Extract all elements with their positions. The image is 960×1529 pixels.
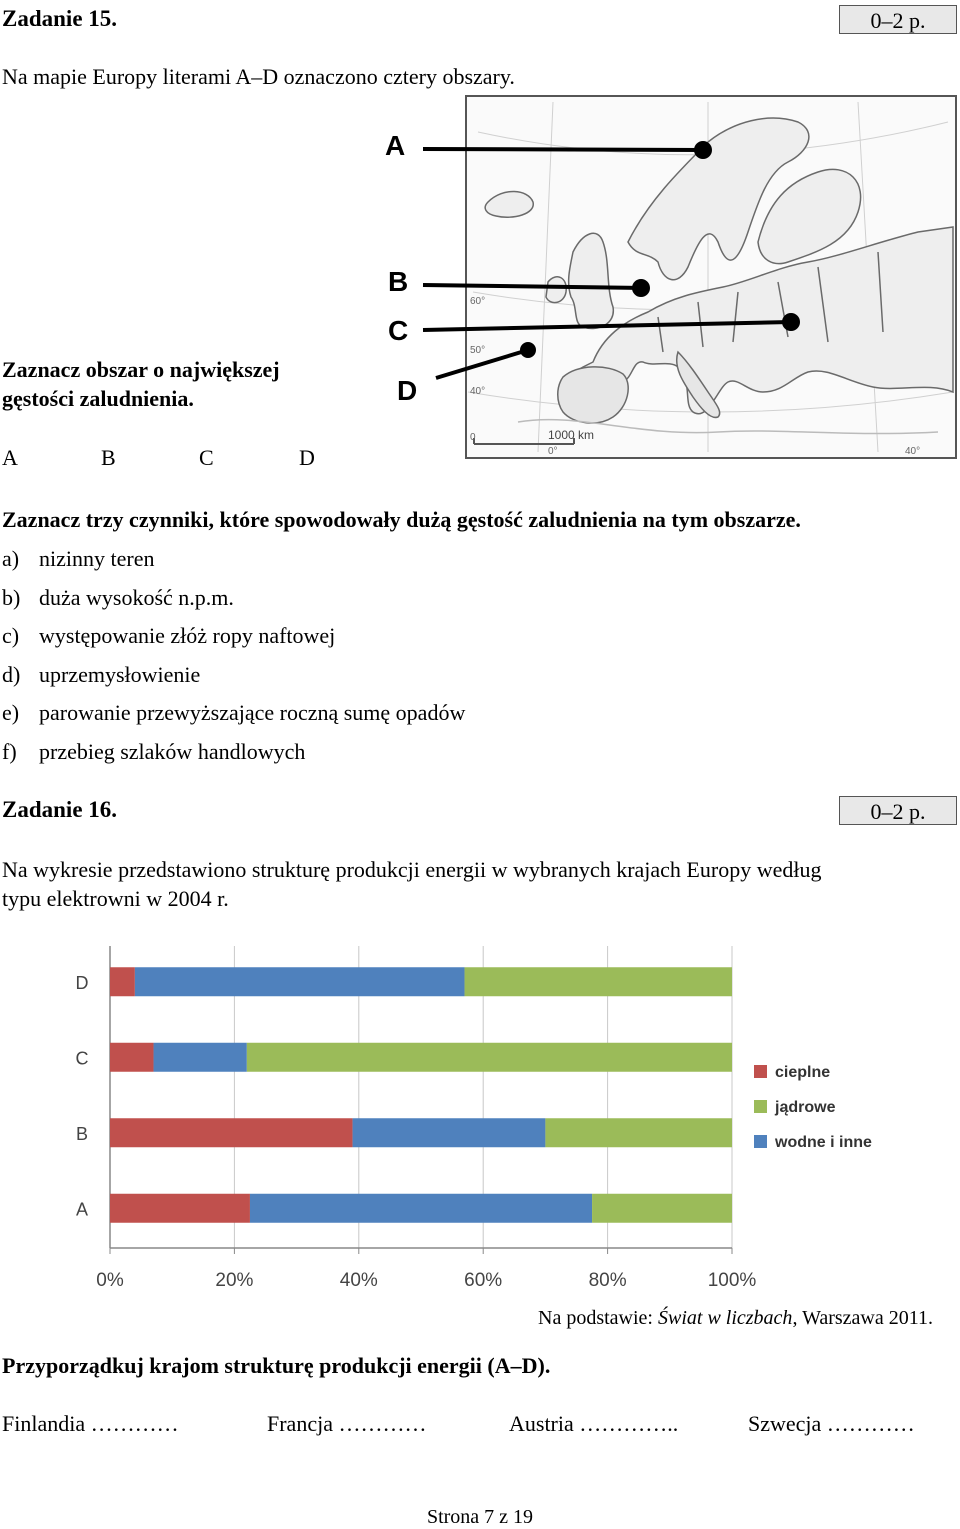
legend-label: wodne i inne: [775, 1134, 872, 1151]
option-text: duża wysokość n.p.m.: [39, 585, 234, 610]
x-tick-label: 60%: [464, 1270, 503, 1291]
option-letter: a): [2, 546, 20, 571]
answer-blank[interactable]: …………: [90, 1411, 179, 1436]
x-tick-label: 80%: [588, 1270, 627, 1291]
bar-segment: [110, 1043, 154, 1072]
source-title: Świat w liczbach: [657, 1307, 793, 1329]
category-label: D: [75, 972, 89, 993]
task15-question2: Zaznacz trzy czynniki, które spowodowały dużą gęstość zaludnienia na tym obszarze.: [2, 507, 801, 532]
answer-szwecja[interactable]: [748, 1411, 915, 1437]
task16-intro-line2: typu elektrowni w 2004 r.: [2, 886, 229, 911]
map-degree-label: 0: [470, 432, 476, 443]
category-label: C: [75, 1048, 89, 1069]
category-label: A: [75, 1199, 89, 1220]
answer-finlandia[interactable]: [2, 1411, 179, 1437]
task15-question1-line2: gęstości zaludnienia.: [2, 386, 194, 411]
option-letter: c): [2, 623, 20, 648]
task16-title: Zadanie 16.: [2, 797, 118, 822]
country-label: Austria: [509, 1411, 574, 1436]
option-text: parowanie przewyższające roczną sumę opadów: [39, 700, 466, 725]
option-a[interactable]: [2, 546, 154, 572]
map-label-b: B: [388, 266, 409, 297]
choice-c[interactable]: C: [199, 445, 214, 470]
task16-question: Przyporządkuj krajom strukturę produkcji energii (A–D).: [2, 1353, 551, 1378]
country-label: Finlandia: [2, 1411, 86, 1436]
answer-austria[interactable]: [509, 1411, 678, 1437]
bar-segment: [135, 967, 465, 996]
europe-map: [378, 92, 960, 464]
source-prefix: Na podstawie:: [538, 1307, 658, 1329]
legend-label: cieplne: [775, 1064, 831, 1081]
option-letter: f): [2, 739, 17, 764]
answer-blank[interactable]: …………: [338, 1411, 427, 1436]
map-label-a: A: [385, 130, 406, 161]
task16-intro-line1: Na wykresie przedstawiono strukturę produkcji energii w wybranych krajach Europy według: [2, 857, 822, 882]
x-tick-label: 0%: [96, 1270, 124, 1291]
option-text: przebieg szlaków handlowych: [39, 739, 306, 764]
choice-b[interactable]: B: [101, 445, 116, 470]
bar-segment: [545, 1118, 732, 1147]
map-degree-label: 0°: [548, 446, 558, 457]
bar-segment: [110, 1194, 250, 1223]
answer-blank[interactable]: …………: [826, 1411, 915, 1436]
bar-segment: [353, 1118, 546, 1147]
legend-swatch: [754, 1100, 767, 1113]
option-b[interactable]: [2, 585, 234, 611]
source-note: [538, 1307, 933, 1330]
option-text: występowanie złóż ropy naftowej: [39, 623, 336, 648]
bar-segment: [250, 1194, 592, 1223]
task15-intro: Na mapie Europy literami A–D oznaczono cztery obszary.: [2, 64, 515, 89]
bar-segment: [110, 967, 135, 996]
page-footer: Strona 7 z 19: [426, 1506, 534, 1528]
bar-segment: [465, 967, 732, 996]
answer-francja[interactable]: [267, 1411, 426, 1437]
source-suffix: , Warszawa 2011.: [792, 1307, 934, 1329]
category-label: B: [75, 1123, 89, 1144]
option-letter: b): [2, 585, 21, 610]
map-degree-label: 50°: [470, 345, 486, 356]
bar-segment: [592, 1194, 732, 1223]
country-label: Szwecja: [748, 1411, 822, 1436]
option-text: uprzemysłowienie: [39, 662, 201, 687]
task15-title: Zadanie 15.: [2, 6, 118, 31]
legend-swatch: [754, 1065, 767, 1078]
energy-chart: [60, 940, 872, 1300]
map-degree-label: 60°: [470, 296, 486, 307]
bar-segment: [247, 1043, 732, 1072]
energy-chart-svg: [60, 940, 872, 1300]
task15-question1-line1: Zaznacz obszar o największej: [2, 357, 280, 382]
map-degree-label: 40°: [470, 386, 486, 397]
task16-points-box: 0–2 p.: [839, 796, 957, 825]
country-label: Francja: [267, 1411, 333, 1436]
legend-label: jądrowe: [775, 1099, 836, 1116]
task15-points-box: 0–2 p.: [839, 5, 957, 34]
bar-segment: [110, 1118, 353, 1147]
x-tick-label: 20%: [215, 1270, 254, 1291]
option-d[interactable]: [2, 662, 200, 688]
legend-swatch: [754, 1135, 767, 1148]
x-tick-label: 100%: [707, 1270, 757, 1291]
bar-segment: [154, 1043, 247, 1072]
choice-a[interactable]: A: [2, 445, 18, 470]
map-degree-label: 40°: [905, 446, 921, 457]
map-label-c: C: [388, 315, 409, 346]
option-e[interactable]: [2, 700, 465, 726]
option-letter: d): [2, 662, 21, 687]
choice-d[interactable]: D: [299, 445, 315, 470]
option-f[interactable]: [2, 739, 305, 765]
x-tick-label: 40%: [339, 1270, 378, 1291]
map-label-d: D: [397, 375, 418, 406]
option-c[interactable]: [2, 623, 335, 649]
map-scale-label: 1000 km: [548, 428, 595, 442]
answer-blank[interactable]: …………..: [579, 1411, 679, 1436]
option-text: nizinny teren: [39, 546, 155, 571]
option-letter: e): [2, 700, 20, 725]
